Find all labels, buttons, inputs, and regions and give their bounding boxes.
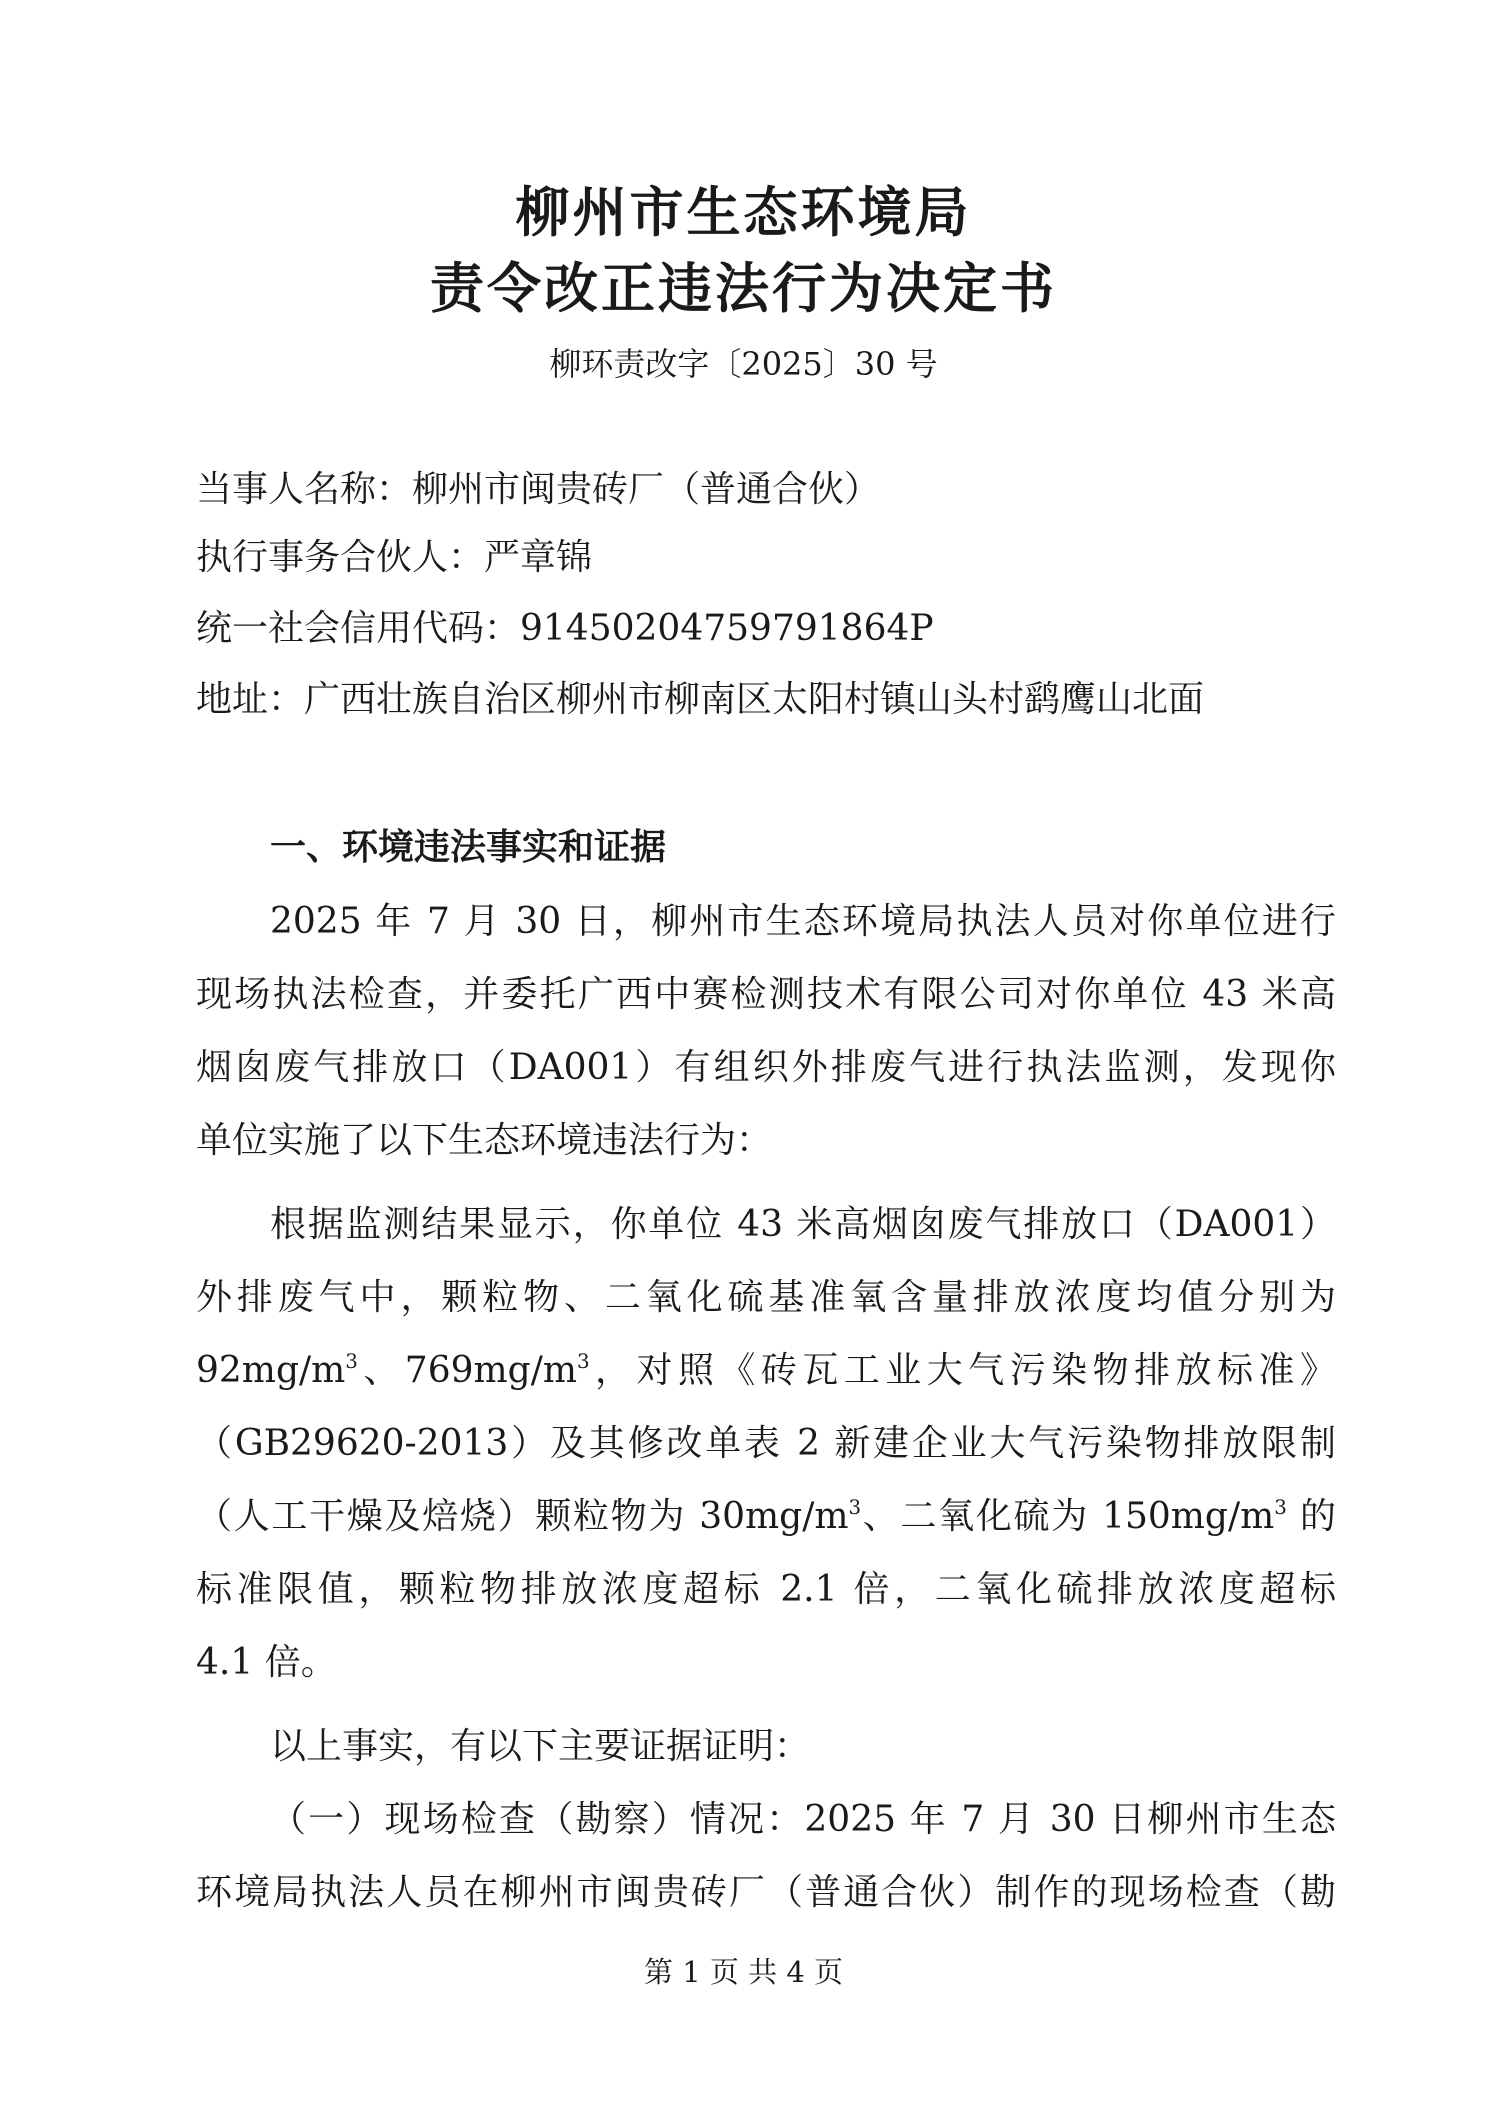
- superscript: 3: [576, 1350, 590, 1374]
- document-number: 柳环责改字〔2025〕30 号: [549, 345, 938, 383]
- party-name: 当事人名称：柳州市闽贵砖厂（普通合伙）: [196, 469, 881, 510]
- executive-partner: 执行事务合伙人：严章锦: [196, 537, 593, 578]
- party-address: 地址：广西壮族自治区柳州市柳南区太阳村镇山头村鹞鹰山北面: [196, 679, 1205, 720]
- paragraph-line: 根据监测结果显示，你单位 43 米高烟囱废气排放口（DA001）: [270, 1204, 1336, 1245]
- superscript: 3: [1274, 1496, 1287, 1520]
- text-segment: 92mg/m: [196, 1350, 346, 1391]
- paragraph-line: 以上事实，有以下主要证据证明：: [270, 1726, 811, 1767]
- paragraph-line-with-superscripts: [196, 1496, 1336, 1537]
- text-segment: 的: [1286, 1496, 1336, 1537]
- paragraph-line: 2025 年 7 月 30 日，柳州市生态环境局执法人员对你单位进行: [270, 901, 1336, 942]
- credit-code: 统一社会信用代码：91450204759791864P: [196, 608, 934, 649]
- superscript: 3: [345, 1350, 358, 1374]
- paragraph-line-with-superscripts: [196, 1350, 1336, 1391]
- paragraph-line: （GB29620-2013）及其修改单表 2 新建企业大气污染物排放限制: [196, 1423, 1336, 1464]
- paragraph-line: （一）现场检查（勘察）情况：2025 年 7 月 30 日柳州市生态: [270, 1799, 1336, 1840]
- text-segment: 、769mg/m: [357, 1350, 577, 1391]
- paragraph-line: 标准限值，颗粒物排放浓度超标 2.1 倍，二氧化硫排放浓度超标: [196, 1569, 1336, 1610]
- paragraph-line: 外排废气中，颗粒物、二氧化硫基准氧含量排放浓度均值分别为: [196, 1277, 1336, 1318]
- document-title-line2: 责令改正违法行为决定书: [430, 257, 1057, 320]
- paragraph-line: 单位实施了以下生态环境违法行为：: [196, 1120, 773, 1161]
- text-segment: （人工干燥及焙烧）颗粒物为 30mg/m: [196, 1496, 849, 1537]
- paragraph-line: 现场执法检查，并委托广西中赛检测技术有限公司对你单位 43 米高: [196, 974, 1336, 1015]
- paragraph-line: 烟囱废气排放口（DA001）有组织外排废气进行执法监测，发现你: [196, 1047, 1336, 1088]
- paragraph-line: 环境局执法人员在柳州市闽贵砖厂（普通合伙）制作的现场检查（勘: [196, 1872, 1336, 1913]
- superscript: 3: [848, 1496, 862, 1520]
- document-title-line1: 柳州市生态环境局: [515, 181, 972, 244]
- section-heading: 一、环境违法事实和证据: [270, 827, 667, 868]
- paragraph-line: 4.1 倍。: [196, 1642, 337, 1683]
- text-segment: 、二氧化硫为 150mg/m: [861, 1496, 1275, 1537]
- text-segment: ，对照《砖瓦工业大气污染物排放标准》: [589, 1350, 1336, 1391]
- page-footer: 第 1 页 共 4 页: [644, 1955, 843, 1989]
